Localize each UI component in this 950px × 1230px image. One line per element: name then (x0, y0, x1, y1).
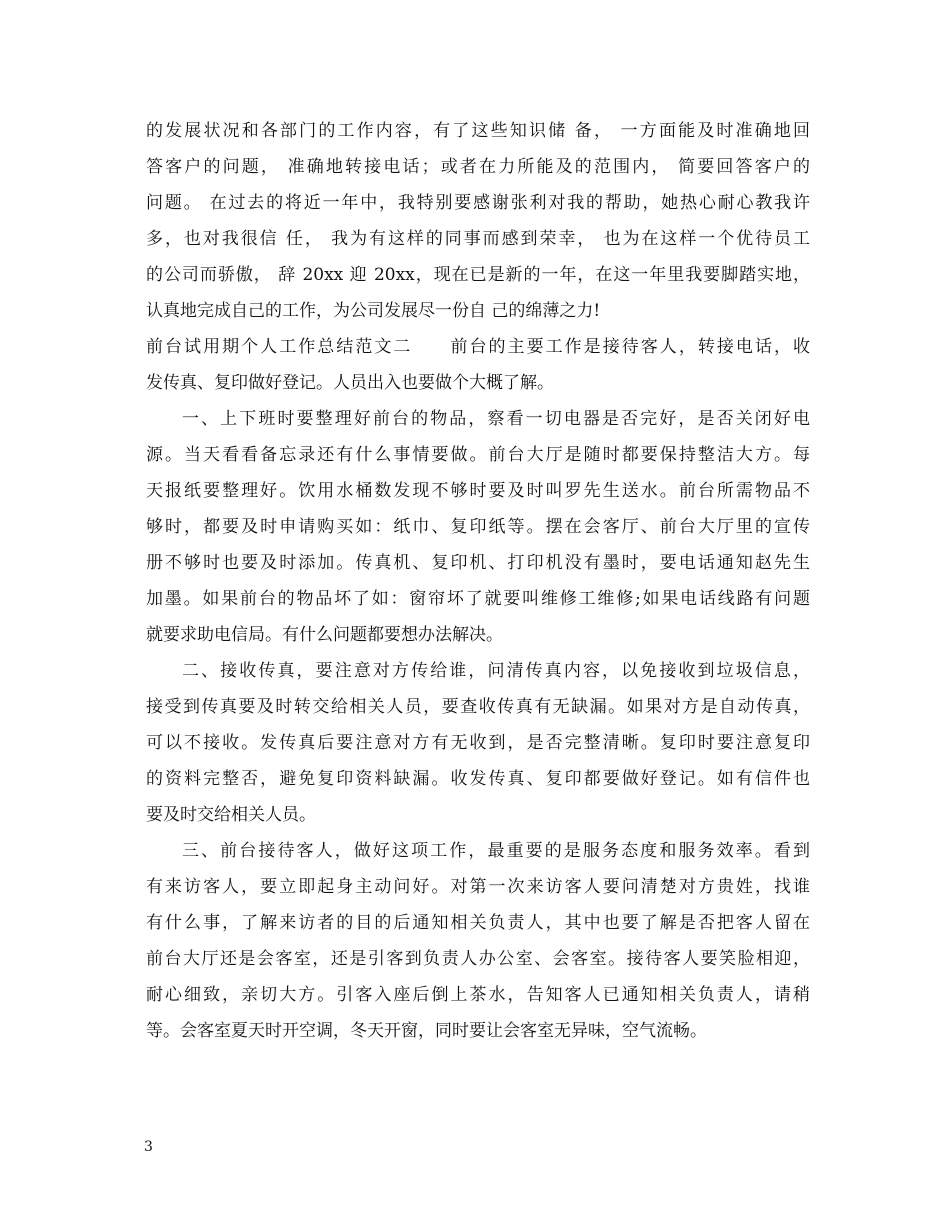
text-line: 可以不接收。发传真后要注意对方有无收到，是否完整清晰。复印时要注意复印 (146, 733, 810, 753)
text-line: 加墨。如果前台的物品坏了如：窗帘坏了就要叫维修工维修;如果电话线路有问题 (146, 589, 810, 609)
text-line: 册不够时也要及时添加。传真机、复印机、打印机没有墨时，要电话通知赵先生 (146, 553, 810, 573)
text-line: 问题。 在过去的将近一年中，我特别要感谢张利对我的帮助，她热心耐心教我许 (146, 193, 810, 213)
text-line: 耐心细致，亲切大方。引客入座后倒上茶水，告知客人已通知相关负责人，请稍 (146, 985, 810, 1005)
text-line: 源。当天看看备忘录还有什么事情要做。前台大厅是随时都要保持整洁大方。每 (146, 445, 810, 465)
section-heading-line: 前台试用期个人工作总结范文二 前台的主要工作是接待客人，转接电话，收 (146, 337, 810, 357)
text-line: 认真地完成自己的工作，为公司发展尽一份自 己的绵薄之力! (146, 301, 601, 321)
page-number: 3 (144, 1139, 153, 1155)
paragraph-first-line: 三、前台接待客人，做好这项工作，最重要的是服务态度和服务效率。看到 (182, 841, 810, 861)
paragraph-first-line: 二、接收传真，要注意对方传给谁，问清传真内容，以免接收到垃圾信息， (182, 661, 810, 681)
text-line: 要及时交给相关人员。 (146, 805, 316, 825)
text-line: 接受到传真要及时转交给相关人员，要查收传真有无缺漏。如果对方是自动传真， (146, 697, 810, 717)
text-line: 发传真、复印做好登记。人员出入也要做个大概了解。 (146, 373, 554, 393)
paragraph-first-line: 一、上下班时要整理好前台的物品，察看一切电器是否完好，是否关闭好电 (182, 409, 810, 429)
text-line: 等。会客室夏天时开空调，冬天开窗，同时要让会客室无异味，空气流畅。 (146, 1021, 707, 1041)
text-line: 就要求助电信局。有什么问题都要想办法解决。 (146, 625, 503, 645)
text-line: 的资料完整否，避免复印资料缺漏。收发传真、复印都要做好登记。如有信件也 (146, 769, 810, 789)
text-line: 前台大厅还是会客室，还是引客到负责人办公室、会客室。接待客人要笑脸相迎， (146, 949, 810, 969)
text-line: 的发展状况和各部门的工作内容，有了这些知识储 备， 一方面能及时准确地回 (146, 121, 810, 141)
text-line: 答客户的问题， 准确地转接电话；或者在力所能及的范围内， 简要回答客户的 (146, 157, 810, 177)
text-line: 多，也对我很信 任， 我为有这样的同事而感到荣幸， 也为在这样一个优待员工 (146, 229, 810, 249)
text-line: 的公司而骄傲， 辞 20xx 迎 20xx，现在已是新的一年，在这一年里我要脚踏实地， (146, 265, 810, 285)
text-line: 天报纸要整理好。饮用水桶数发现不够时要及时叫罗先生送水。前台所需物品不 (146, 481, 810, 501)
text-line: 有什么事，了解来访者的目的后通知相关负责人，其中也要了解是否把客人留在 (146, 913, 810, 933)
text-line: 够时，都要及时申请购买如：纸巾、复印纸等。摆在会客厅、前台大厅里的宣传 (146, 517, 810, 537)
text-line: 有来访客人，要立即起身主动问好。对第一次来访客人要问清楚对方贵姓，找谁 (146, 877, 810, 897)
